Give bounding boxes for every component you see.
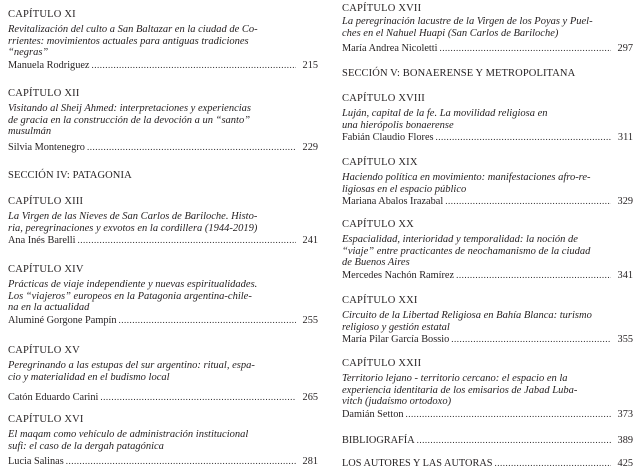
chapter-title-line: Territorio lejano - territorio cercano: el espacio en la <box>342 373 568 384</box>
chapter-heading: CAPÍTULO XVII <box>342 3 422 14</box>
chapter-title-line: Prácticas de viaje independiente y nuevas espiritualidades. <box>8 279 258 290</box>
toc-entry-chapter-xvii <box>342 3 633 55</box>
page-number: 373 <box>617 408 633 420</box>
chapter-title-line: de gracia en la construcción de la devoción a un “santo” <box>8 114 251 126</box>
chapter-title <box>342 172 633 195</box>
dot-leader <box>417 434 611 446</box>
dot-leader <box>119 314 297 326</box>
toc-entry-chapter-xii <box>8 88 318 154</box>
chapter-author: María Pilar García Bossio <box>342 334 450 346</box>
chapter-heading: CAPÍTULO XVI <box>8 414 84 425</box>
chapter-title-line: na en la actualidad <box>8 302 90 314</box>
chapter-author: Catón Eduardo Carini <box>8 392 99 404</box>
dot-leader <box>77 234 296 246</box>
chapter-title-line: ligiosas en el espacio público <box>342 183 467 195</box>
chapter-title-line: Los “viajeros” europeos en la Patagonia argentina-chile- <box>8 290 252 302</box>
toc-author-line <box>342 131 633 144</box>
toc-author-line <box>8 455 318 468</box>
authors-label: LOS AUTORES Y LAS AUTORAS <box>342 458 493 469</box>
chapter-title-line: religioso y gestión estatal <box>342 321 450 333</box>
toc-author-line <box>342 408 633 421</box>
toc-entry-chapter-xiv <box>8 264 318 327</box>
chapter-heading: CAPÍTULO XIX <box>342 157 418 168</box>
chapter-heading: CAPÍTULO XXI <box>342 295 418 306</box>
page-number: 255 <box>302 314 318 326</box>
toc-entry-chapter-xv <box>8 345 318 404</box>
toc-entry-chapter-xi <box>8 9 318 72</box>
chapter-heading: CAPÍTULO XV <box>8 345 80 356</box>
chapter-title-line: sufi: el caso de la dergah patagónica <box>8 440 164 452</box>
toc-entry-chapter-xiii <box>8 196 318 247</box>
chapter-title-line: Visitando al Sheij Ahmed: interpretaciones y experiencias <box>8 103 251 114</box>
chapter-title-line: experiencia identitaria de los emisarios de Jabad Luba- <box>342 384 578 396</box>
chapter-title <box>342 108 633 131</box>
chapter-title-line: “viaje” entre practicantes de neochamanismo de la ciudad <box>342 245 591 257</box>
toc-entry-chapter-xx <box>342 219 633 282</box>
toc-entry-chapter-xxi <box>342 295 633 346</box>
bibliography-label: BIBLIOGRAFÍA <box>342 435 415 446</box>
page-number: 355 <box>617 334 633 346</box>
chapter-author: Aluminé Gorgone Pampín <box>8 314 117 326</box>
chapter-title <box>8 360 318 383</box>
dot-leader <box>445 195 611 207</box>
dot-leader <box>406 408 612 420</box>
chapter-heading: CAPÍTULO XXII <box>342 358 422 369</box>
chapter-heading: CAPÍTULO XIV <box>8 264 84 275</box>
chapter-heading: CAPÍTULO XVIII <box>342 93 425 104</box>
chapter-title-line: ches en el Nahuel Huapi (San Carlos de Bariloche) <box>342 27 559 39</box>
page-number: 311 <box>617 132 633 144</box>
toc-author-line <box>8 141 318 154</box>
chapter-title-line: La Virgen de las Nieves de San Carlos de Bariloche. Histo- <box>8 211 258 222</box>
page-number: 241 <box>302 235 318 247</box>
chapter-author: Mercedes Nachón Ramírez <box>342 269 455 281</box>
chapter-author: Mariana Abalos Irazabal <box>342 196 444 208</box>
toc-entry-chapter-xvi <box>8 414 318 468</box>
dot-leader <box>451 333 611 345</box>
chapter-title <box>342 16 633 39</box>
toc-entry-chapter-xix <box>342 157 633 208</box>
chapter-title-line: cio y materialidad en el budismo local <box>8 371 170 383</box>
dot-leader <box>66 455 296 467</box>
chapter-title-line: Revitalización del culto a San Baltazar en la ciudad de Co- <box>8 24 258 35</box>
chapter-title-line: de Buenos Aires <box>342 257 410 269</box>
dot-leader <box>440 42 612 54</box>
chapter-heading: CAPÍTULO XIII <box>8 196 84 207</box>
section-heading-v: SECCIÓN V: BONAERENSE Y METROPOLITANA <box>342 68 576 79</box>
toc-author-line <box>8 59 318 72</box>
chapter-title-line: La peregrinación lacustre de la Virgen de los Poyas y Puel- <box>342 16 593 27</box>
chapter-title-line: “negras” <box>8 47 49 59</box>
dot-leader <box>92 59 297 71</box>
chapter-title <box>8 211 318 234</box>
page-number: 329 <box>617 196 633 208</box>
chapter-author: Lucia Salinas <box>8 456 64 468</box>
toc-author-line <box>342 195 633 208</box>
toc-author-line <box>342 333 633 346</box>
dot-leader <box>456 269 611 281</box>
chapter-title <box>342 234 633 269</box>
page-number: 389 <box>617 435 633 446</box>
page-number: 297 <box>617 43 633 55</box>
page-number: 281 <box>302 456 318 468</box>
chapter-title-line: una hierópolis bonaerense <box>342 119 454 131</box>
chapter-author: Manuela Rodriguez <box>8 59 90 71</box>
chapter-title-line: rrientes: movimientos actuales para antiguas tradiciones <box>8 35 249 47</box>
toc-author-line <box>342 42 633 55</box>
toc-entry-authors <box>342 457 633 470</box>
chapter-title <box>8 279 318 314</box>
chapter-title-line: Espacialidad, interioridad y temporalidad: la noción de <box>342 234 578 245</box>
dot-leader <box>436 131 611 143</box>
dot-leader <box>100 391 296 403</box>
chapter-title <box>8 429 318 452</box>
chapter-title-line: musulmán <box>8 126 52 138</box>
toc-author-line <box>8 314 318 327</box>
chapter-author: Fabián Claudio Flores <box>342 132 434 144</box>
chapter-title-line: El maqam como vehículo de administración institucional <box>8 429 249 440</box>
toc-entry-chapter-xxii <box>342 358 633 421</box>
page-number: 265 <box>302 392 318 404</box>
chapter-title <box>8 24 318 59</box>
chapter-author: María Andrea Nicoletti <box>342 43 438 55</box>
dot-leader <box>494 457 611 469</box>
page-number: 215 <box>302 59 318 71</box>
chapter-title-line: Circuito de la Libertad Religiosa en Bahía Blanca: turismo <box>342 310 592 321</box>
chapter-title-line: Haciendo política en movimiento: manifestaciones afro-re- <box>342 172 591 183</box>
chapter-heading: CAPÍTULO XX <box>342 219 414 230</box>
chapter-author: Ana Inés Barelli <box>8 235 76 247</box>
chapter-title-line: Luján, capital de la fe. La movilidad religiosa en <box>342 108 548 119</box>
section-heading-iv: SECCIÓN IV: PATAGONIA <box>8 170 132 181</box>
toc-entry-bibliography <box>342 434 633 447</box>
chapter-heading: CAPÍTULO XII <box>8 88 80 99</box>
toc-author-line <box>8 234 318 247</box>
chapter-title <box>342 373 633 408</box>
page-number: 341 <box>617 269 633 281</box>
page-number: 425 <box>617 458 633 469</box>
chapter-heading: CAPÍTULO XI <box>8 9 76 20</box>
chapter-title-line: vitch (judaísmo ortodoxo) <box>342 396 452 408</box>
chapter-title <box>342 310 633 333</box>
dot-leader <box>87 141 296 153</box>
chapter-author: Silvia Montenegro <box>8 141 85 153</box>
toc-entry-chapter-xviii <box>342 93 633 144</box>
chapter-title-line: Peregrinando a las estupas del sur argentino: ritual, espa- <box>8 360 255 371</box>
chapter-title <box>8 103 318 138</box>
chapter-author: Damián Setton <box>342 408 404 420</box>
toc-author-line <box>342 269 633 282</box>
toc-author-line <box>8 391 318 404</box>
chapter-title-line: ria, peregrinaciones y exvotos en la cordillera (1944-2019) <box>8 222 258 234</box>
page-number: 229 <box>302 141 318 153</box>
